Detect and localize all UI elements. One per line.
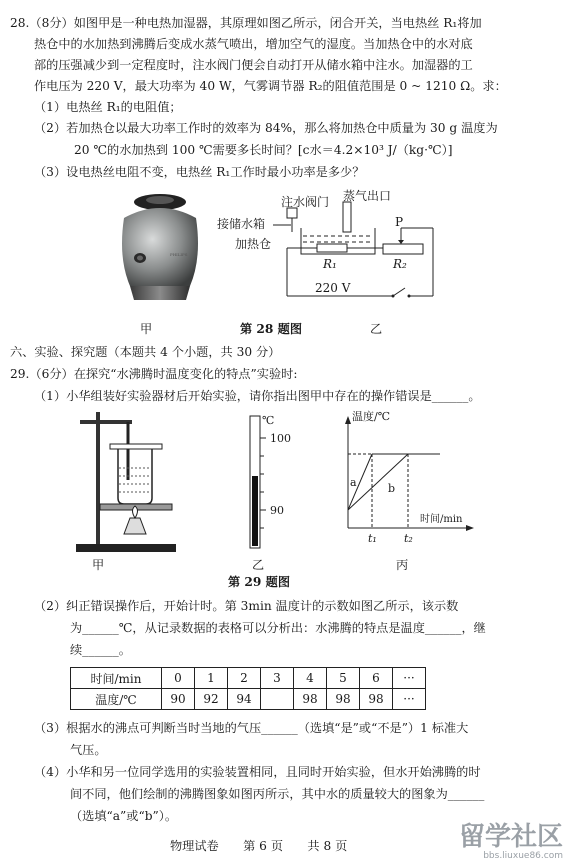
- graph-series-a: a: [350, 476, 357, 489]
- table-cell: [261, 689, 294, 710]
- table-cell: 3: [261, 668, 294, 689]
- thermo-unit: ℃: [262, 414, 275, 427]
- table-cell: 1: [195, 668, 228, 689]
- humidifier-circuit-diagram: [215, 188, 445, 318]
- table-cell: 98: [294, 689, 327, 710]
- thermo-label-100: 100: [270, 432, 291, 445]
- q29-part-4-cont-1: 间不同，他们绘制的沸腾图象如图丙所示，其中水的质量较大的图象为______: [70, 787, 485, 801]
- q28-line-1: 28.（8分）如图甲是一种电热加湿器，其原理如图乙所示，闭合开关，当电热丝 R₁将加: [10, 16, 482, 30]
- label-slider-p: P: [395, 215, 404, 229]
- table-cell: 5: [327, 668, 360, 689]
- graph-series-b: b: [388, 482, 396, 495]
- table-row: [71, 668, 426, 689]
- fig29-caption-b: 乙: [252, 558, 265, 572]
- table-cell: 时间/min: [71, 668, 162, 689]
- table-cell: 温度/℃: [71, 689, 162, 710]
- svg-text:PHILIPS: PHILIPS: [170, 252, 188, 257]
- q29-part-3: （3）根据水的沸点可判断当时当地的气压______（选填“是”或“不是”）1 标准大: [34, 721, 469, 735]
- q28-part-2: （2）若加热仓以最大功率工作时的效率为 84%，那么将加热仓中质量为 30 g 温度为: [34, 121, 498, 135]
- q28-line-3: 部的压强减少到一定程度时，注水阀门便会自动打开从储水箱中注水。加湿器的工: [34, 58, 473, 72]
- page-footer: 物理试卷 第 6 页 共 8 页: [170, 839, 348, 853]
- watermark-logo-text: 留学社区: [458, 822, 563, 852]
- q29-part-1: （1）小华组装好实验器材后开始实验，请你指出图甲中存在的操作错误是______。: [34, 389, 481, 403]
- boiling-data-table: [70, 667, 426, 710]
- q29-part-2: （2）纠正错误操作后，开始计时。第 3min 温度计的示数如图乙所示，该示数: [34, 599, 459, 613]
- table-cell: 98: [360, 689, 393, 710]
- fig28-caption-a: 甲: [140, 322, 153, 336]
- fig29-caption: 第 29 题图: [228, 575, 291, 589]
- table-cell: ···: [393, 668, 426, 689]
- label-r1: R₁: [323, 257, 337, 271]
- graph-xlabel: 时间/min: [420, 514, 463, 525]
- thermometer-diagram: [230, 410, 300, 555]
- table-cell: 0: [162, 668, 195, 689]
- table-cell: 98: [327, 689, 360, 710]
- q29-part-2-cont-2: 续______。: [70, 643, 131, 657]
- section-6-heading: 六、实验、探究题（本题共 4 个小题，共 30 分）: [10, 345, 281, 359]
- label-voltage: 220 V: [315, 281, 351, 295]
- q28-line-2: 热仓中的水加热到沸腾后变成水蒸气喷出，增加空气的湿度。当加热仓中的水对底: [34, 37, 473, 51]
- q28-part-3: （3）设电热丝电阻不变，电热丝 R₁工作时最小功率是多少？: [34, 165, 365, 179]
- boiling-apparatus: [70, 408, 180, 556]
- label-valve: 注水阀门: [281, 195, 330, 209]
- graph-t2: t₂: [404, 532, 413, 545]
- fig29-caption-a: 甲: [92, 558, 105, 572]
- table-row: [71, 689, 426, 710]
- label-r2: R₂: [393, 257, 407, 271]
- q29-part-4-cont-2: （选填“a”或“b”）。: [70, 809, 178, 823]
- table-cell: 94: [228, 689, 261, 710]
- boiling-graph: [330, 410, 480, 550]
- watermark-url: bbs.liuxue86.com: [483, 851, 563, 861]
- table-cell: 2: [228, 668, 261, 689]
- thermo-label-90: 90: [270, 504, 284, 517]
- label-heating-chamber: 加热仓: [235, 237, 272, 251]
- humidifier-photo: [100, 188, 220, 318]
- table-cell: 90: [162, 689, 195, 710]
- q29-part-2-cont-1: 为______℃，从记录数据的表格可以分析出：水沸腾的特点是温度______，继: [70, 621, 486, 635]
- graph-t1: t₁: [368, 532, 377, 545]
- fig29-caption-c: 丙: [396, 558, 409, 572]
- q29-part-3-cont: 气压。: [70, 743, 107, 757]
- label-to-tank: 接储水箱: [217, 217, 266, 231]
- table-cell: 92: [195, 689, 228, 710]
- graph-ylabel: 温度/℃: [352, 410, 391, 423]
- q28-line-4: 作电压为 220 V，最大功率为 40 W，气雾调节器 R₂的阻值范围是 0 ~ 1210 Ω。求：: [34, 79, 507, 93]
- table-cell: 4: [294, 668, 327, 689]
- fig28-caption-b: 乙: [370, 322, 383, 336]
- site-watermark: [459, 823, 563, 861]
- label-steam-outlet: 蒸气出口: [343, 189, 392, 203]
- table-cell: 6: [360, 668, 393, 689]
- q28-part-2-cont: 20 ℃的水加热到 100 ℃需要多长时间？[c水＝4.2×10³ J/（kg·℃）]: [74, 143, 453, 157]
- q28-part-1: （1）电热丝 R₁的电阻值；: [34, 100, 182, 114]
- table-cell: ···: [393, 689, 426, 710]
- q29-line-1: 29.（6分）在探究“水沸腾时温度变化的特点”实验时:: [10, 367, 298, 381]
- q29-part-4: （4）小华和另一位同学选用的实验装置相同，且同时开始实验，但水开始沸腾的时: [34, 765, 481, 779]
- fig28-caption: 第 28 题图: [240, 322, 303, 336]
